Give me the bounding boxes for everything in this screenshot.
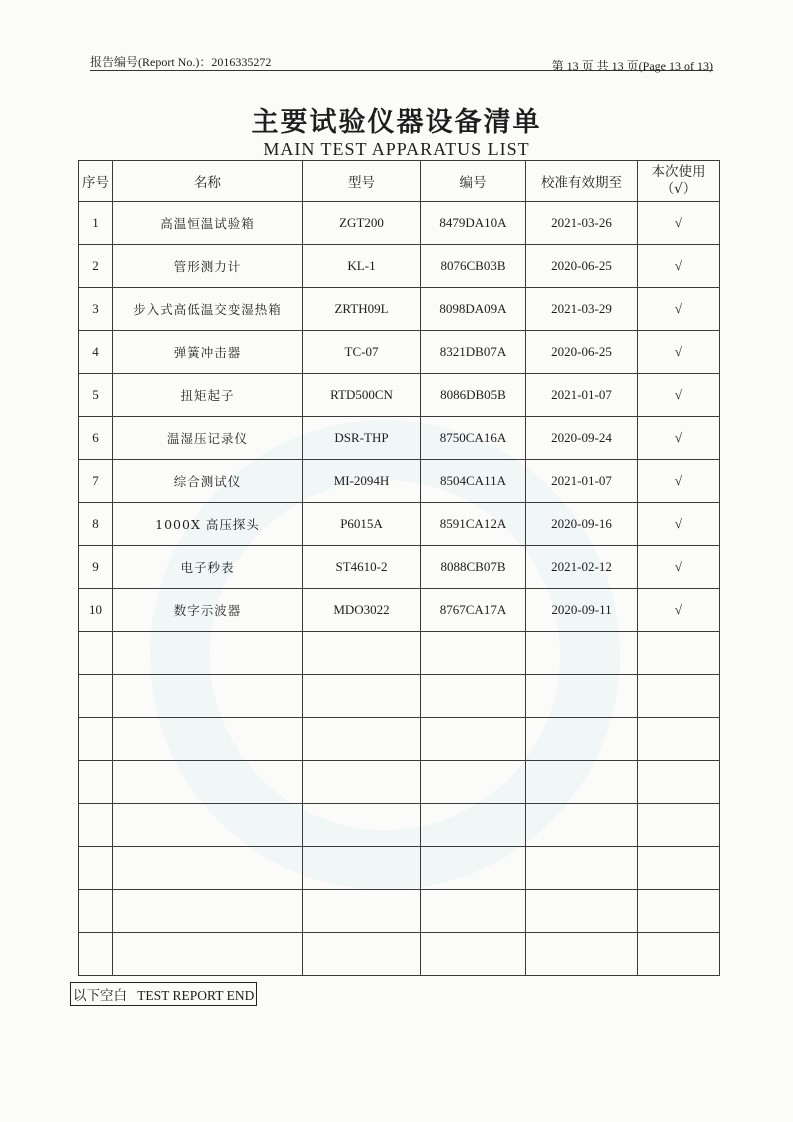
empty-cell: [113, 761, 303, 804]
page-header: [90, 46, 713, 74]
page-title-en: MAIN TEST APPARATUS LIST: [263, 139, 530, 159]
cell-model: ZRTH09L: [303, 288, 421, 331]
empty-cell: [113, 847, 303, 890]
cell-calibration: 2020-09-11: [526, 589, 638, 632]
empty-cell: [303, 804, 421, 847]
empty-cell: [113, 718, 303, 761]
cell-index: 6: [79, 417, 113, 460]
cell-name: 1000X 高压探头: [113, 503, 303, 546]
cell-name: 管形测力计: [113, 245, 303, 288]
cell-calibration: 2020-09-24: [526, 417, 638, 460]
page-number: 第 13 页 共 13 页(Page 13 of 13): [551, 59, 713, 73]
table-row: [79, 331, 720, 374]
cell-model: DSR-THP: [303, 417, 421, 460]
empty-cell: [638, 890, 720, 933]
empty-cell: [79, 847, 113, 890]
empty-cell: [526, 804, 638, 847]
cell-serial: 8767CA17A: [421, 589, 526, 632]
cell-calibration: 2021-01-07: [526, 460, 638, 503]
empty-cell: [113, 804, 303, 847]
empty-cell: [638, 804, 720, 847]
cell-model: P6015A: [303, 503, 421, 546]
cell-index: 9: [79, 546, 113, 589]
table-row-empty: [79, 761, 720, 804]
cell-index: 10: [79, 589, 113, 632]
cell-calibration: 2020-06-25: [526, 245, 638, 288]
cell-model: ZGT200: [303, 202, 421, 245]
empty-cell: [79, 761, 113, 804]
report-end-cn: 以下空白: [73, 988, 127, 1004]
empty-cell: [79, 890, 113, 933]
cell-serial: 8479DA10A: [421, 202, 526, 245]
cell-used: √: [638, 202, 720, 245]
empty-cell: [79, 718, 113, 761]
cell-calibration: 2021-01-07: [526, 374, 638, 417]
empty-cell: [113, 933, 303, 976]
header-index: 序号: [79, 161, 113, 202]
empty-cell: [421, 632, 526, 675]
cell-model: KL-1: [303, 245, 421, 288]
header-used-line2: （√）: [660, 181, 697, 197]
empty-cell: [303, 933, 421, 976]
header-used-line1: 本次使用: [651, 164, 706, 180]
empty-cell: [638, 761, 720, 804]
cell-used: √: [638, 288, 720, 331]
apparatus-table: [78, 160, 720, 976]
cell-calibration: 2021-03-26: [526, 202, 638, 245]
empty-cell: [303, 761, 421, 804]
table-row-empty: [79, 847, 720, 890]
table-row-empty: [79, 718, 720, 761]
table-row-empty: [79, 675, 720, 718]
cell-model: ST4610-2: [303, 546, 421, 589]
table-row: [79, 288, 720, 331]
empty-cell: [526, 632, 638, 675]
empty-cell: [303, 718, 421, 761]
header-name: 名称: [113, 161, 303, 202]
table-row: [79, 202, 720, 245]
cell-name: 数字示波器: [113, 589, 303, 632]
cell-serial: 8321DB07A: [421, 331, 526, 374]
empty-cell: [421, 890, 526, 933]
empty-cell: [79, 933, 113, 976]
table-row: [79, 503, 720, 546]
cell-used: √: [638, 546, 720, 589]
empty-cell: [421, 761, 526, 804]
cell-name: 弹簧冲击器: [113, 331, 303, 374]
header-calibration: 校准有效期至: [526, 161, 638, 202]
cell-model: MI-2094H: [303, 460, 421, 503]
cell-serial: 8086DB05B: [421, 374, 526, 417]
cell-model: MDO3022: [303, 589, 421, 632]
cell-serial: 8088CB07B: [421, 546, 526, 589]
cell-index: 8: [79, 503, 113, 546]
cell-serial: 8076CB03B: [421, 245, 526, 288]
empty-cell: [303, 675, 421, 718]
empty-cell: [79, 632, 113, 675]
empty-cell: [421, 933, 526, 976]
cell-used: √: [638, 589, 720, 632]
table-row: [79, 245, 720, 288]
empty-cell: [421, 675, 526, 718]
cell-used: √: [638, 417, 720, 460]
cell-calibration: 2020-09-16: [526, 503, 638, 546]
table-row-empty: [79, 933, 720, 976]
empty-cell: [421, 804, 526, 847]
table-row-empty: [79, 804, 720, 847]
empty-cell: [526, 933, 638, 976]
empty-cell: [638, 933, 720, 976]
cell-model: TC-07: [303, 331, 421, 374]
empty-cell: [526, 761, 638, 804]
cell-name: 步入式高低温交变湿热箱: [113, 288, 303, 331]
table-header-row: [79, 161, 720, 202]
cell-calibration: 2020-06-25: [526, 331, 638, 374]
empty-cell: [638, 847, 720, 890]
cell-index: 2: [79, 245, 113, 288]
table-row: [79, 374, 720, 417]
table-row: [79, 460, 720, 503]
header-model: 型号: [303, 161, 421, 202]
table-row: [79, 417, 720, 460]
cell-calibration: 2021-02-12: [526, 546, 638, 589]
empty-cell: [113, 632, 303, 675]
empty-cell: [638, 632, 720, 675]
cell-name: 综合测试仪: [113, 460, 303, 503]
cell-calibration: 2021-03-29: [526, 288, 638, 331]
empty-cell: [526, 675, 638, 718]
empty-cell: [526, 890, 638, 933]
empty-cell: [526, 847, 638, 890]
empty-cell: [113, 890, 303, 933]
cell-model: RTD500CN: [303, 374, 421, 417]
empty-cell: [421, 847, 526, 890]
cell-used: √: [638, 503, 720, 546]
cell-index: 7: [79, 460, 113, 503]
report-number: 报告编号(Report No.)：2016335272: [90, 55, 272, 69]
empty-cell: [303, 847, 421, 890]
header-serial: 编号: [421, 161, 526, 202]
cell-serial: 8750CA16A: [421, 417, 526, 460]
empty-cell: [638, 675, 720, 718]
cell-index: 4: [79, 331, 113, 374]
page-title-cn: 主要试验仪器设备清单: [251, 107, 542, 138]
table-row-empty: [79, 890, 720, 933]
cell-name: 高温恒温试验箱: [113, 202, 303, 245]
cell-name: 电子秒表: [113, 546, 303, 589]
empty-cell: [113, 675, 303, 718]
cell-index: 1: [79, 202, 113, 245]
cell-used: √: [638, 245, 720, 288]
table-row: [79, 589, 720, 632]
empty-cell: [303, 890, 421, 933]
cell-name: 温湿压记录仪: [113, 417, 303, 460]
empty-cell: [79, 804, 113, 847]
cell-index: 5: [79, 374, 113, 417]
cell-used: √: [638, 331, 720, 374]
cell-index: 3: [79, 288, 113, 331]
report-end-en: TEST REPORT END: [137, 988, 255, 1003]
table-row: [79, 546, 720, 589]
cell-serial: 8504CA11A: [421, 460, 526, 503]
report-end-marker: [70, 982, 257, 1006]
table-row-empty: [79, 632, 720, 675]
header-rule: [90, 70, 713, 71]
empty-cell: [638, 718, 720, 761]
cell-serial: 8098DA09A: [421, 288, 526, 331]
cell-used: √: [638, 460, 720, 503]
empty-cell: [526, 718, 638, 761]
cell-used: √: [638, 374, 720, 417]
empty-cell: [303, 632, 421, 675]
cell-name: 扭矩起子: [113, 374, 303, 417]
header-used: [638, 161, 720, 202]
empty-cell: [421, 718, 526, 761]
cell-serial: 8591CA12A: [421, 503, 526, 546]
empty-cell: [79, 675, 113, 718]
